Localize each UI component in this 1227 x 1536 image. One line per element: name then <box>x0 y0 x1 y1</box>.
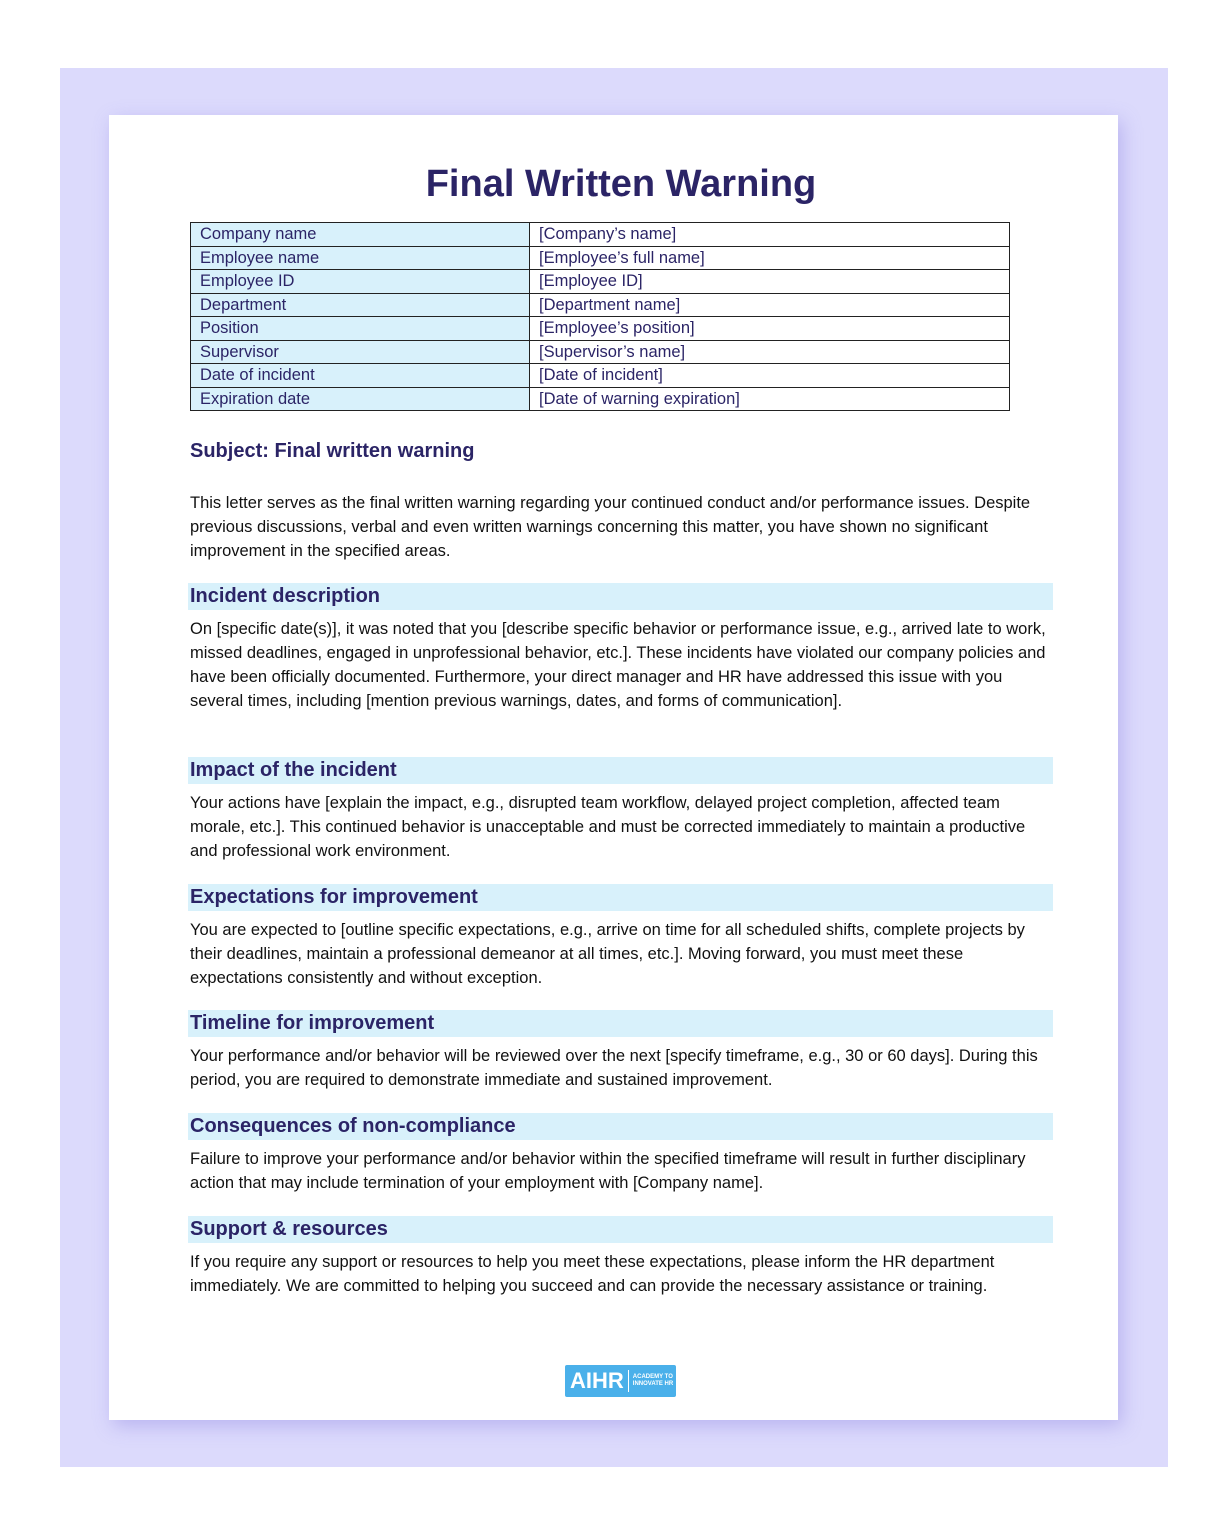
field-label: Supervisor <box>191 340 530 364</box>
table-row <box>191 270 1010 294</box>
page-title: Final Written Warning <box>425 163 817 205</box>
section <box>190 583 1053 713</box>
field-label: Department <box>191 293 530 317</box>
section-body: Failure to improve your performance and/or behavior within the specified timeframe will result in further disciplinary action that may include termination of your employment with [Company name]. <box>190 1150 1026 1192</box>
field-label: Employee name <box>191 246 530 270</box>
field-value: [Department name] <box>530 293 1010 317</box>
table-row <box>191 246 1010 270</box>
field-value: [Supervisor’s name] <box>530 340 1010 364</box>
section <box>190 1010 1053 1092</box>
field-label: Position <box>191 317 530 341</box>
details-table <box>190 222 1010 411</box>
section-body: Your performance and/or behavior will be reviewed over the next [specify timeframe, e.g., 30 or 60 days]. During this period, you are required to demonstrate immediate and sustained improvement. <box>190 1047 1038 1089</box>
section-heading: Expectations for improvement <box>188 884 1053 911</box>
field-label: Company name <box>191 223 530 247</box>
table-row <box>191 387 1010 411</box>
subject-text: Subject: Final written warning <box>190 440 475 462</box>
logo-tagline: ACADEMY TO INNOVATE HR <box>632 1374 674 1387</box>
section-heading: Incident description <box>188 583 1053 610</box>
logo-text: AIHR <box>570 1370 629 1392</box>
section-body: Your actions have [explain the impact, e.g., disrupted team workflow, delayed project completion, affected team morale, etc.]. This continued behavior is unacceptable and must be corrected immediately to maintain a productive and professional work environment. <box>190 794 1026 860</box>
field-value: [Company’s name] <box>530 223 1010 247</box>
section <box>190 884 1053 990</box>
field-label: Date of incident <box>191 364 530 388</box>
intro-paragraph: This letter serves as the final written warning regarding your continued conduct and/or performance issues. Despite previous discussions, verbal and even written warnings concerning this matter, you have shown no significant improvement in the specified areas. <box>190 494 1031 560</box>
field-label: Employee ID <box>191 270 530 294</box>
section-body: You are expected to [outline specific expectations, e.g., arrive on time for all scheduled shifts, complete projects by their deadlines, maintain a professional demeanor at all times, etc.]. Moving forward, you must meet these expectations consistently and without exception. <box>190 921 1025 987</box>
field-value: [Date of incident] <box>530 364 1010 388</box>
table-row <box>191 317 1010 341</box>
table-row <box>191 293 1010 317</box>
section <box>190 1113 1053 1195</box>
field-value: [Employee ID] <box>530 270 1010 294</box>
subject-line <box>190 440 1053 463</box>
field-value: [Date of warning expiration] <box>530 387 1010 411</box>
section <box>190 1216 1053 1298</box>
field-value: [Employee’s position] <box>530 317 1010 341</box>
section-body: If you require any support or resources to help you meet these expectations, please inform the HR department immediately. We are committed to helping you succeed and can provide the necessary assistance or training. <box>190 1253 995 1295</box>
section-body: On [specific date(s)], it was noted that you [describe specific behavior or performance issue, e.g., arrived late to work, missed deadlines, engaged in unprofessional behavior, etc.]. These incidents have violated our company policies and have been officially documented. Furthermore, your direct manager and HR have addressed this issue with you several times, including [mention previous warnings, dates, and forms of communication]. <box>190 620 1046 710</box>
section-heading: Consequences of non-compliance <box>188 1113 1053 1140</box>
table-row <box>191 340 1010 364</box>
field-value: [Employee’s full name] <box>530 246 1010 270</box>
section-heading: Impact of the incident <box>188 757 1053 784</box>
table-row <box>191 223 1010 247</box>
section-heading: Timeline for improvement <box>188 1010 1053 1037</box>
aihr-logo <box>565 1365 676 1397</box>
section-heading: Support & resources <box>188 1216 1053 1243</box>
table-row <box>191 364 1010 388</box>
section <box>190 757 1053 863</box>
field-label: Expiration date <box>191 387 530 411</box>
document-page <box>109 115 1118 1420</box>
